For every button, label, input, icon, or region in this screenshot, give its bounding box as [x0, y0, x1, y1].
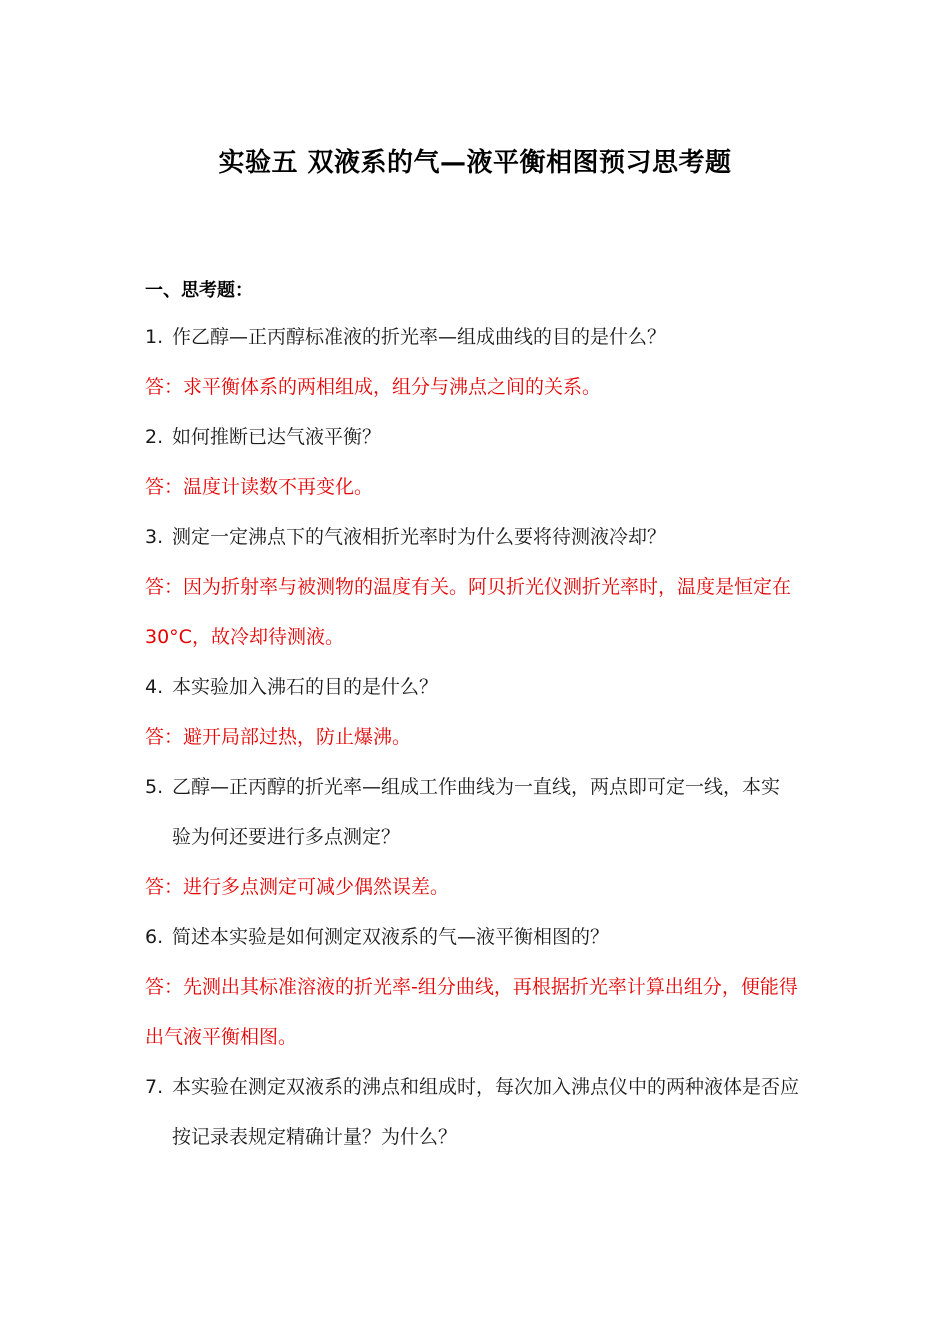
question-text: 作乙醇—正丙醇标准液的折光率—组成曲线的目的是什么？	[172, 326, 667, 348]
question-1	[145, 312, 810, 362]
section-heading: 一、思考题：	[145, 280, 253, 301]
question-number: 3.	[145, 526, 164, 548]
question-number: 5.	[145, 776, 164, 798]
question-number: 2.	[145, 426, 164, 448]
question-text: 如何推断已达气液平衡？	[172, 426, 382, 448]
question-4	[145, 662, 810, 712]
question-5-continuation: 验为何还要进行多点测定？	[172, 826, 401, 848]
question-2	[145, 412, 810, 462]
question-text: 本实验加入沸石的目的是什么？	[172, 676, 439, 698]
question-list	[145, 312, 810, 1162]
question-6	[145, 912, 810, 962]
answer-3-line-1: 答：因为折射率与被测物的温度有关。阿贝折光仪测折光率时，温度是恒定在	[145, 576, 792, 598]
question-number: 6.	[145, 926, 164, 948]
answer-1: 答：求平衡体系的两相组成，组分与沸点之间的关系。	[145, 376, 602, 398]
question-3	[145, 512, 810, 562]
question-number: 4.	[145, 676, 164, 698]
question-5	[145, 762, 810, 812]
question-number: 7.	[145, 1076, 164, 1098]
answer-4: 答：避开局部过热，防止爆沸。	[145, 726, 412, 748]
answer-2: 答：温度计读数不再变化。	[145, 476, 374, 498]
answer-3-line-2: 30°C，故冷却待测液。	[145, 626, 344, 648]
question-text: 本实验在测定双液系的沸点和组成时，每次加入沸点仪中的两种液体是否应	[172, 1076, 800, 1098]
answer-6-line-2: 出气液平衡相图。	[145, 1026, 298, 1048]
answer-6-line-1: 答：先测出其标准溶液的折光率-组分曲线，再根据折光率计算出组分，便能得	[145, 976, 798, 998]
question-number: 1.	[145, 326, 164, 348]
question-text: 简述本实验是如何测定双液系的气—液平衡相图的？	[172, 926, 610, 948]
answer-5: 答：进行多点测定可减少偶然误差。	[145, 876, 450, 898]
question-text: 测定一定沸点下的气液相折光率时为什么要将待测液冷却？	[172, 526, 667, 548]
question-7-continuation: 按记录表规定精确计量？为什么？	[172, 1126, 458, 1148]
question-7	[145, 1062, 810, 1112]
question-text: 乙醇—正丙醇的折光率—组成工作曲线为一直线，两点即可定一线，本实	[172, 776, 781, 798]
page-title: 实验五 双液系的气—液平衡相图预习思考题	[218, 148, 732, 178]
